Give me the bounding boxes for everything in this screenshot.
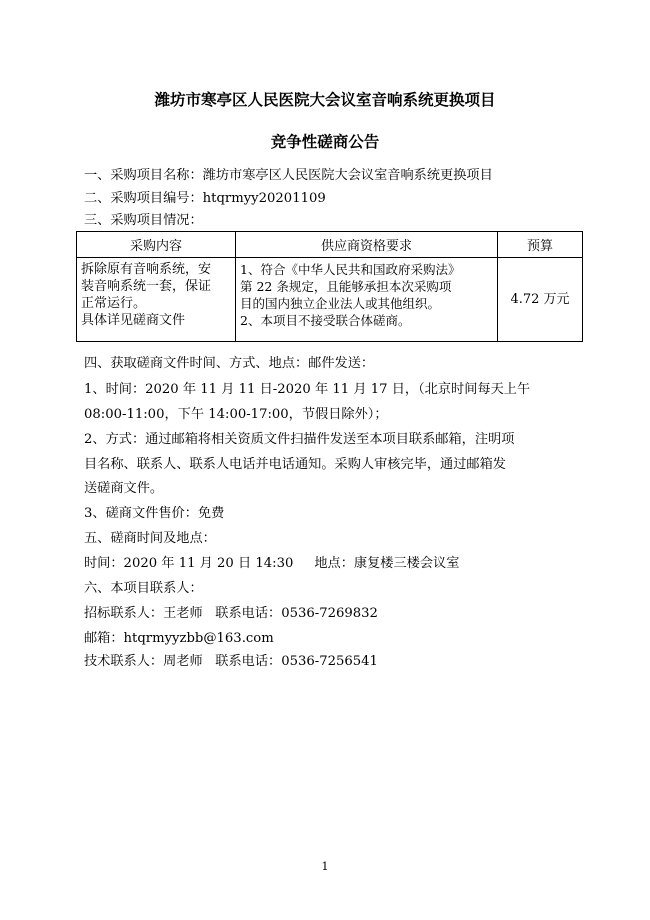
cell-content (77, 258, 236, 342)
section-acquire-docs: 四、获取磋商文件时间、方式、地点：邮件发送： (84, 356, 375, 371)
section-meeting: 五、磋商时间及地点： (84, 531, 216, 546)
time-line-2: 08:00-11:00，下午 14:00-17:00，节假日除外）； (84, 407, 388, 422)
section-project-name: 一、采购项目名称：潍坊市寒亭区人民医院大会议室音响系统更换项目 (84, 168, 493, 183)
table-row (77, 258, 583, 342)
section-contacts: 六、本项目联系人： (84, 581, 203, 596)
content-line: 正常运行。 (81, 296, 147, 311)
meeting-line: 时间：2020 年 11 月 20 日 14:30 地点：康复楼三楼会议室 (84, 556, 460, 571)
cell-budget: 4.72 万元 (498, 258, 583, 342)
contact-tender: 招标联系人：王老师 联系电话：0536-7269832 (84, 606, 378, 621)
page-number: 1 (321, 860, 329, 873)
section-project-info: 三、采购项目情况： (84, 213, 203, 228)
procurement-table (76, 231, 583, 342)
document-subtitle: 竞争性磋商公告 (270, 132, 380, 151)
requirement-line: 第 22 条规定，且能够承担本次采购项 (240, 279, 452, 294)
content-line: 装音响系统一套，保证 (81, 279, 212, 294)
header-requirements: 供应商资格要求 (236, 232, 498, 258)
method-line-2: 目名称、联系人、联系人电话并电话通知。采购人审核完毕，通过邮箱发 (84, 457, 506, 472)
header-content: 采购内容 (77, 232, 236, 258)
time-line-1: 1、时间：2020 年 11 月 11 日-2020 年 11 月 17 日，（北京时间每天上午 (84, 382, 531, 397)
method-line-3: 送磋商文件。 (84, 481, 164, 496)
method-line-1: 2、方式：通过邮箱将相关资质文件扫描件发送至本项目联系邮箱，注明项 (84, 432, 515, 447)
document-title: 潍坊市寒亭区人民医院大会议室音响系统更换项目 (154, 90, 496, 109)
requirement-line: 目的国内独立企业法人或其他组织。 (240, 296, 441, 311)
table-header-row (77, 232, 583, 258)
requirement-line: 1、符合《中华人民共和国政府采购法》 (240, 262, 461, 277)
contact-email: 邮箱：htqrmyyzbb@163.com (84, 631, 274, 646)
cell-requirements (236, 258, 498, 342)
requirement-line: 2、本项目不接受联合体磋商。 (240, 313, 411, 328)
content-line: 拆除原有音响系统，安 (81, 262, 212, 277)
header-budget: 预算 (498, 232, 583, 258)
content-line: 具体详见磋商文件 (81, 313, 186, 328)
section-project-number: 二、采购项目编号：htqrmyy20201109 (84, 191, 326, 206)
price-line: 3、磋商文件售价：免费 (84, 506, 225, 521)
contact-technical: 技术联系人：周老师 联系电话：0536-7256541 (84, 654, 378, 669)
